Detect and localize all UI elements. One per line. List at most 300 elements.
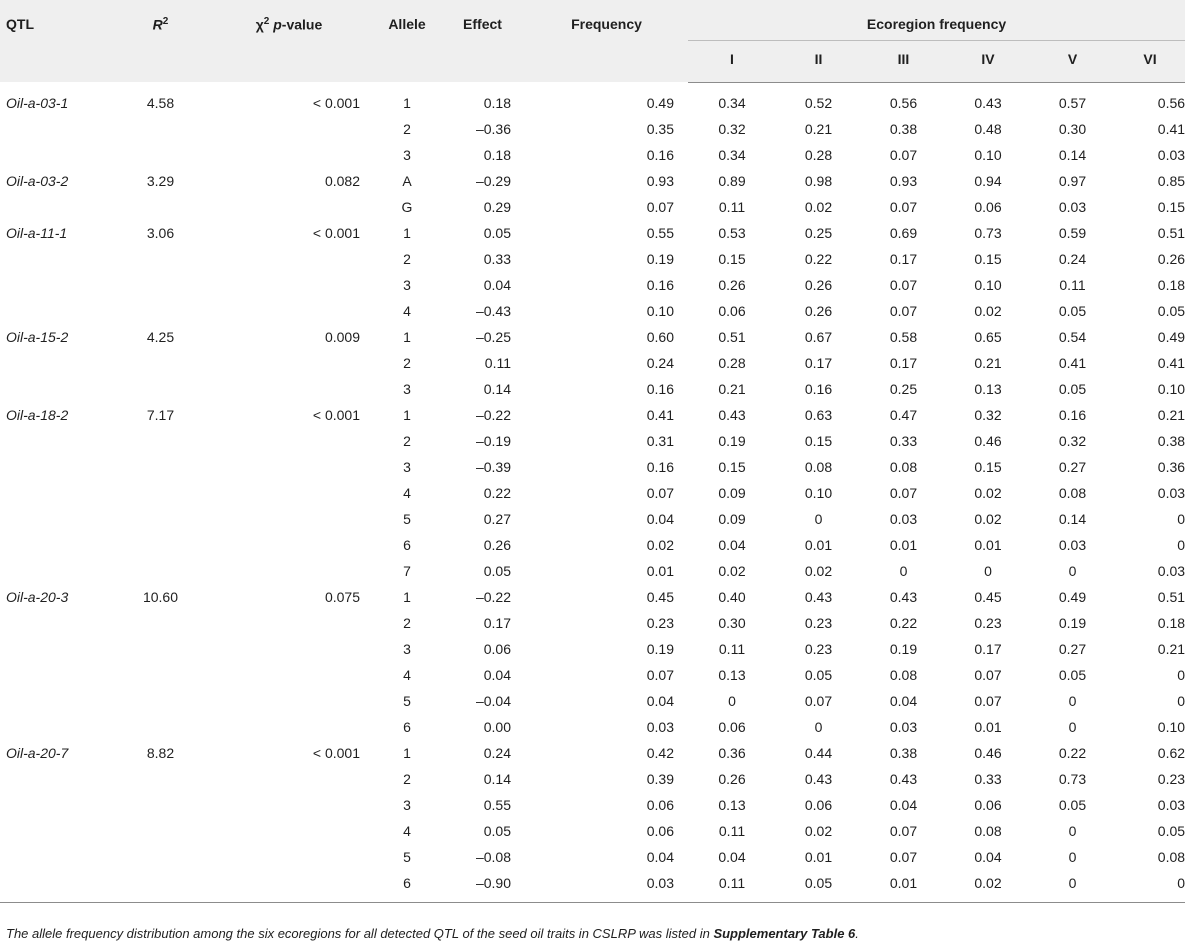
frequency-cell: 0.55 xyxy=(646,225,674,241)
empty-cell xyxy=(204,506,374,532)
effect-cell: 0.26 xyxy=(483,537,511,553)
frequency-cell: 0.04 xyxy=(646,693,674,709)
empty-cell xyxy=(0,766,117,792)
frequency-cell: 0.03 xyxy=(646,719,674,735)
region-VI-cell: 0.10 xyxy=(1157,719,1185,735)
frequency-cell: 0.07 xyxy=(646,485,674,501)
empty-cell xyxy=(0,116,117,142)
table-row xyxy=(0,402,1185,428)
table-row xyxy=(0,688,1185,714)
region-VI-cell: 0.05 xyxy=(1157,303,1185,319)
empty-cell xyxy=(204,246,374,272)
region-I-cell: 0.15 xyxy=(718,251,746,267)
allele-cell: 6 xyxy=(403,537,411,553)
region-IV-cell: 0.33 xyxy=(974,771,1002,787)
region-V-cell: 0.11 xyxy=(1059,277,1086,293)
frequency-cell: 0.02 xyxy=(646,537,674,553)
empty-cell xyxy=(204,844,374,870)
region-I-cell: 0.06 xyxy=(718,719,746,735)
effect-cell: 0.04 xyxy=(483,667,511,683)
region-VI-cell: 0 xyxy=(1115,870,1185,902)
empty-cell xyxy=(117,870,204,902)
empty-cell xyxy=(204,688,374,714)
empty-cell xyxy=(0,688,117,714)
empty-cell xyxy=(117,844,204,870)
frequency-cell: 0.19 xyxy=(646,641,674,657)
empty-cell xyxy=(204,376,374,402)
frequency-cell: 0.03 xyxy=(525,870,688,902)
allele-cell: 1 xyxy=(403,95,411,111)
frequency-cell: 0.16 xyxy=(646,459,674,475)
table-row xyxy=(0,376,1185,402)
frequency-cell: 0.35 xyxy=(646,121,674,137)
region-I-cell: 0.89 xyxy=(718,173,746,189)
region-II-cell: 0.02 xyxy=(804,563,833,579)
region-IV-cell: 0.10 xyxy=(974,147,1002,163)
effect-cell: –0.29 xyxy=(475,173,511,189)
region-IV-cell: 0.07 xyxy=(974,693,1002,709)
frequency-cell: 0.07 xyxy=(646,667,674,683)
region-V-cell: 0 xyxy=(1068,823,1077,839)
header-region: IV xyxy=(946,40,1030,82)
region-II-cell: 0.08 xyxy=(804,459,833,475)
header-region: I xyxy=(688,40,776,82)
region-VI-cell: 0.41 xyxy=(1157,355,1185,371)
region-V-cell: 0.57 xyxy=(1058,95,1087,112)
region-II-cell: 0.52 xyxy=(804,95,833,112)
region-VI-cell: 0 xyxy=(1177,537,1185,553)
region-VI-cell: 0.03 xyxy=(1157,147,1185,163)
effect-cell: –0.22 xyxy=(475,589,511,605)
table-row xyxy=(0,766,1185,792)
region-IV-cell: 0.43 xyxy=(974,95,1002,112)
effect-cell: 0.11 xyxy=(484,355,511,371)
effect-cell: –0.08 xyxy=(475,849,511,865)
frequency-cell: 0.60 xyxy=(646,329,674,345)
region-I-cell: 0.04 xyxy=(718,849,746,865)
region-I-cell: 0.09 xyxy=(718,485,746,501)
region-II-cell: 0.26 xyxy=(804,303,833,319)
region-V-cell: 0.49 xyxy=(1058,589,1087,605)
region-V-cell: 0.05 xyxy=(1058,381,1087,397)
region-II-cell: 0.23 xyxy=(804,615,833,631)
region-II-cell: 0.43 xyxy=(804,589,833,605)
empty-cell xyxy=(204,298,374,324)
region-I-cell: 0.40 xyxy=(718,589,746,605)
table-body xyxy=(0,82,1185,902)
empty-cell xyxy=(117,194,204,220)
empty-cell xyxy=(204,792,374,818)
region-III-cell: 0.03 xyxy=(889,719,918,735)
allele-cell: G xyxy=(401,199,413,215)
table-row xyxy=(0,740,1185,766)
region-IV-cell: 0.21 xyxy=(974,355,1002,371)
table-row xyxy=(0,298,1185,324)
allele-cell: 1 xyxy=(403,329,411,345)
region-V-cell: 0.16 xyxy=(1058,407,1087,423)
table-row xyxy=(0,610,1185,636)
table-row xyxy=(0,350,1185,376)
empty-cell xyxy=(0,636,117,662)
region-III-cell: 0.07 xyxy=(889,303,918,319)
p-value: 0.075 xyxy=(324,589,360,605)
region-II-cell: 0.02 xyxy=(804,823,833,839)
region-II-cell: 0.01 xyxy=(804,849,833,865)
region-VI-cell: 0.49 xyxy=(1157,329,1185,345)
region-II-cell: 0.23 xyxy=(804,641,833,657)
header-r2: $R^2$ xyxy=(117,0,204,82)
region-II-cell: 0.06 xyxy=(804,797,833,813)
region-II-cell: 0.44 xyxy=(804,745,833,761)
region-II-cell: 0 xyxy=(814,511,823,527)
allele-cell: 5 xyxy=(403,849,411,865)
allele-cell: 2 xyxy=(403,355,411,371)
r2-value: 4.58 xyxy=(146,95,175,111)
empty-cell xyxy=(204,116,374,142)
empty-cell xyxy=(0,246,117,272)
region-II-cell: 0.22 xyxy=(804,251,833,267)
empty-cell xyxy=(204,636,374,662)
region-IV-cell: 0.08 xyxy=(974,823,1002,839)
frequency-cell: 0.10 xyxy=(646,303,674,319)
table-row xyxy=(0,480,1185,506)
region-III-cell: 0.17 xyxy=(889,355,918,371)
region-VI-cell: 0.18 xyxy=(1157,615,1185,631)
region-IV-cell: 0.01 xyxy=(974,537,1002,553)
header-qtl: QTL xyxy=(0,0,117,82)
table-row xyxy=(0,142,1185,168)
allele-cell: 1 xyxy=(403,589,411,605)
region-I-cell: 0.34 xyxy=(718,95,746,112)
region-III-cell: 0.93 xyxy=(889,173,918,189)
frequency-cell: 0.23 xyxy=(646,615,674,631)
empty-cell xyxy=(0,376,117,402)
allele-cell: 2 xyxy=(403,615,411,631)
region-IV-cell: 0.65 xyxy=(974,329,1002,345)
effect-cell: –0.43 xyxy=(475,303,511,319)
region-III-cell: 0.38 xyxy=(889,745,918,761)
allele-cell: 3 xyxy=(403,641,411,657)
effect-cell: –0.90 xyxy=(440,870,525,902)
qtl-name: Oil-a-20-7 xyxy=(6,745,69,761)
allele-cell: 1 xyxy=(403,407,411,423)
region-I-cell: 0.36 xyxy=(718,745,746,761)
region-VI-cell: 0 xyxy=(1177,511,1185,527)
region-V-cell: 0 xyxy=(1068,693,1077,709)
table-row xyxy=(0,454,1185,480)
region-I-cell: 0.21 xyxy=(718,381,746,397)
empty-cell xyxy=(117,558,204,584)
effect-cell: 0.55 xyxy=(483,797,511,813)
empty-cell xyxy=(117,818,204,844)
region-III-cell: 0.56 xyxy=(889,95,918,112)
table-row xyxy=(0,220,1185,246)
region-I-cell: 0.19 xyxy=(718,433,746,449)
allele-cell: 3 xyxy=(403,459,411,475)
region-III-cell: 0.22 xyxy=(889,615,918,631)
empty-cell xyxy=(117,532,204,558)
region-VI-cell: 0.51 xyxy=(1157,589,1185,605)
empty-cell xyxy=(117,246,204,272)
region-I-cell: 0.26 xyxy=(718,277,746,293)
r2-value: 10.60 xyxy=(142,589,179,605)
p-value: < 0.001 xyxy=(312,95,360,111)
region-V-cell: 0.27 xyxy=(1058,641,1087,657)
table-row xyxy=(0,116,1185,142)
effect-cell: 0.18 xyxy=(483,95,511,111)
region-V-cell: 0.05 xyxy=(1058,667,1087,683)
effect-cell: 0.05 xyxy=(483,225,511,241)
table-row xyxy=(0,714,1185,740)
region-V-cell: 0 xyxy=(1068,849,1077,865)
region-V-cell: 0 xyxy=(1030,870,1115,902)
effect-cell: 0.05 xyxy=(483,823,511,839)
empty-cell xyxy=(204,194,374,220)
effect-cell: 0.18 xyxy=(483,147,511,163)
region-I-cell: 0.02 xyxy=(718,563,746,579)
region-III-cell: 0.25 xyxy=(889,381,918,397)
allele-cell: 3 xyxy=(403,147,411,163)
region-IV-cell: 0.32 xyxy=(974,407,1002,423)
empty-cell xyxy=(117,506,204,532)
region-III-cell: 0.43 xyxy=(889,589,918,605)
allele-cell: 3 xyxy=(403,381,411,397)
region-I-cell: 0.11 xyxy=(718,641,746,657)
region-II-cell: 0.28 xyxy=(804,147,833,163)
region-IV-cell: 0.94 xyxy=(974,173,1002,189)
region-IV-cell: 0.06 xyxy=(974,797,1002,813)
allele-cell: 2 xyxy=(403,121,411,137)
region-V-cell: 0 xyxy=(1068,563,1077,579)
header-chi-p-value: $\chi^2$ p-value xyxy=(204,0,374,82)
region-III-cell: 0.33 xyxy=(889,433,918,449)
header-row xyxy=(0,0,1185,40)
allele-cell: 4 xyxy=(403,485,411,501)
region-II-cell: 0.43 xyxy=(804,771,833,787)
empty-cell xyxy=(204,532,374,558)
allele-cell: 2 xyxy=(403,771,411,787)
empty-cell xyxy=(0,558,117,584)
empty-cell xyxy=(204,480,374,506)
effect-cell: 0.27 xyxy=(483,511,511,527)
table-footnote: The allele frequency distribution among the six ecoregions for all detected QTL of the seed oil traits in CSLRP was listed in Supplementary Table 6. xyxy=(6,926,859,941)
region-IV-cell: 0.07 xyxy=(974,667,1002,683)
region-VI-cell: 0.23 xyxy=(1157,771,1185,787)
effect-cell: –0.36 xyxy=(475,121,511,137)
empty-cell xyxy=(117,376,204,402)
r2-value: 4.25 xyxy=(146,329,175,345)
effect-cell: 0.06 xyxy=(483,641,511,657)
empty-cell xyxy=(204,818,374,844)
region-I-cell: 0 xyxy=(728,693,736,709)
qtl-name: Oil-a-03-2 xyxy=(6,173,69,189)
table-row xyxy=(0,870,1185,902)
empty-cell xyxy=(117,714,204,740)
header-region: VI xyxy=(1115,40,1185,82)
region-III-cell: 0.01 xyxy=(861,870,946,902)
empty-cell xyxy=(204,272,374,298)
region-I-cell: 0.51 xyxy=(718,329,746,345)
empty-cell xyxy=(0,298,117,324)
region-II-cell: 0.63 xyxy=(804,407,833,423)
region-VI-cell: 0.15 xyxy=(1157,199,1185,215)
empty-cell xyxy=(204,428,374,454)
region-I-cell: 0.53 xyxy=(718,225,746,241)
region-V-cell: 0.22 xyxy=(1058,745,1087,761)
table-row xyxy=(0,532,1185,558)
allele-cell: 4 xyxy=(403,303,411,319)
region-VI-cell: 0.08 xyxy=(1157,849,1185,865)
region-VI-cell: 0 xyxy=(1177,693,1185,709)
region-I-cell: 0.11 xyxy=(718,199,746,215)
table-row xyxy=(0,194,1185,220)
region-IV-cell: 0.02 xyxy=(974,511,1002,527)
empty-cell xyxy=(0,194,117,220)
table-row xyxy=(0,168,1185,194)
region-V-cell: 0.19 xyxy=(1058,615,1087,631)
region-VI-cell: 0.05 xyxy=(1157,823,1185,839)
region-I-cell: 0.13 xyxy=(718,797,746,813)
region-II-cell: 0.98 xyxy=(804,173,833,189)
region-IV-cell: 0.45 xyxy=(974,589,1002,605)
empty-cell xyxy=(117,350,204,376)
region-I-cell: 0.43 xyxy=(718,407,746,423)
region-V-cell: 0.05 xyxy=(1058,303,1087,319)
empty-cell xyxy=(117,792,204,818)
empty-cell xyxy=(117,636,204,662)
region-V-cell: 0 xyxy=(1068,719,1077,735)
table-row xyxy=(0,506,1185,532)
empty-cell xyxy=(117,142,204,168)
region-III-cell: 0.03 xyxy=(889,511,918,527)
empty-cell xyxy=(204,454,374,480)
empty-cell xyxy=(204,662,374,688)
region-VI-cell: 0.03 xyxy=(1157,563,1185,579)
qtl-name: Oil-a-20-3 xyxy=(6,589,69,605)
effect-cell: –0.22 xyxy=(475,407,511,423)
qtl-name: Oil-a-18-2 xyxy=(6,407,69,423)
empty-cell xyxy=(0,350,117,376)
region-VI-cell: 0.36 xyxy=(1157,459,1185,475)
region-I-cell: 0.34 xyxy=(718,147,746,163)
empty-cell xyxy=(0,272,117,298)
allele-cell: 3 xyxy=(403,797,411,813)
region-II-cell: 0.17 xyxy=(804,355,833,371)
region-IV-cell: 0.13 xyxy=(974,381,1002,397)
empty-cell xyxy=(204,870,374,902)
allele-cell: A xyxy=(402,173,412,189)
frequency-cell: 0.93 xyxy=(646,173,674,189)
allele-cell: 7 xyxy=(403,563,411,579)
region-VI-cell: 0.85 xyxy=(1157,173,1185,189)
empty-cell xyxy=(0,142,117,168)
qtl-name: Oil-a-11-1 xyxy=(6,225,68,241)
header-region: V xyxy=(1030,40,1115,82)
frequency-cell: 0.01 xyxy=(646,563,674,579)
table-row xyxy=(0,792,1185,818)
region-I-cell: 0.11 xyxy=(688,870,776,902)
region-II-cell: 0.21 xyxy=(804,121,833,137)
region-V-cell: 0.03 xyxy=(1058,537,1087,553)
region-IV-cell: 0.46 xyxy=(974,745,1002,761)
table-row xyxy=(0,324,1185,350)
region-II-cell: 0.05 xyxy=(804,667,833,683)
region-IV-cell: 0.02 xyxy=(974,303,1002,319)
region-II-cell: 0.05 xyxy=(776,870,861,902)
allele-cell: 1 xyxy=(403,745,411,761)
region-III-cell: 0.07 xyxy=(889,849,918,865)
effect-cell: 0.29 xyxy=(483,199,511,215)
region-I-cell: 0.13 xyxy=(718,667,746,683)
region-III-cell: 0.17 xyxy=(889,251,918,267)
region-I-cell: 0.26 xyxy=(718,771,746,787)
region-VI-cell: 0.62 xyxy=(1157,745,1185,761)
frequency-cell: 0.42 xyxy=(646,745,674,761)
p-value: < 0.001 xyxy=(312,407,360,423)
region-III-cell: 0.04 xyxy=(889,693,918,709)
frequency-cell: 0.06 xyxy=(646,797,674,813)
region-V-cell: 0.08 xyxy=(1058,485,1087,501)
region-II-cell: 0.67 xyxy=(804,329,833,345)
frequency-cell: 0.04 xyxy=(646,511,674,527)
region-II-cell: 0.07 xyxy=(804,693,833,709)
region-I-cell: 0.28 xyxy=(718,355,746,371)
table-row xyxy=(0,428,1185,454)
supplementary-link[interactable]: Supplementary Table 6 xyxy=(713,926,856,941)
region-VI-cell: 0.38 xyxy=(1157,433,1185,449)
empty-cell xyxy=(204,558,374,584)
empty-cell xyxy=(117,454,204,480)
qtl-name: Oil-a-03-1 xyxy=(6,95,69,111)
allele-cell: 6 xyxy=(374,870,440,902)
region-V-cell: 0.41 xyxy=(1058,355,1087,371)
empty-cell xyxy=(204,142,374,168)
empty-cell xyxy=(204,714,374,740)
empty-cell xyxy=(0,662,117,688)
header-region: II xyxy=(776,40,861,82)
region-V-cell: 0.03 xyxy=(1058,199,1087,215)
region-IV-cell: 0.02 xyxy=(974,485,1002,501)
r2-value: 3.06 xyxy=(146,225,175,241)
region-I-cell: 0.11 xyxy=(718,823,746,839)
effect-cell: 0.04 xyxy=(483,277,511,293)
empty-cell xyxy=(204,350,374,376)
region-II-cell: 0.01 xyxy=(804,537,833,553)
region-I-cell: 0.30 xyxy=(718,615,746,631)
region-V-cell: 0.73 xyxy=(1058,771,1087,787)
frequency-cell: 0.49 xyxy=(646,95,674,111)
region-IV-cell: 0.02 xyxy=(946,870,1030,902)
empty-cell xyxy=(0,792,117,818)
allele-cell: 4 xyxy=(403,667,411,683)
empty-cell xyxy=(204,766,374,792)
frequency-cell: 0.45 xyxy=(646,589,674,605)
p-value: < 0.001 xyxy=(312,745,360,761)
effect-cell: –0.19 xyxy=(475,433,511,449)
region-VI-cell: 0.03 xyxy=(1157,797,1185,813)
frequency-cell: 0.16 xyxy=(646,277,674,293)
effect-cell: 0.33 xyxy=(483,251,511,267)
table-row xyxy=(0,818,1185,844)
empty-cell xyxy=(0,818,117,844)
region-IV-cell: 0.15 xyxy=(974,251,1002,267)
region-II-cell: 0.02 xyxy=(804,199,833,215)
r2-value: 7.17 xyxy=(146,407,175,423)
region-I-cell: 0.15 xyxy=(718,459,746,475)
r2-value: 3.29 xyxy=(146,173,175,189)
empty-cell xyxy=(117,662,204,688)
table-row xyxy=(0,662,1185,688)
